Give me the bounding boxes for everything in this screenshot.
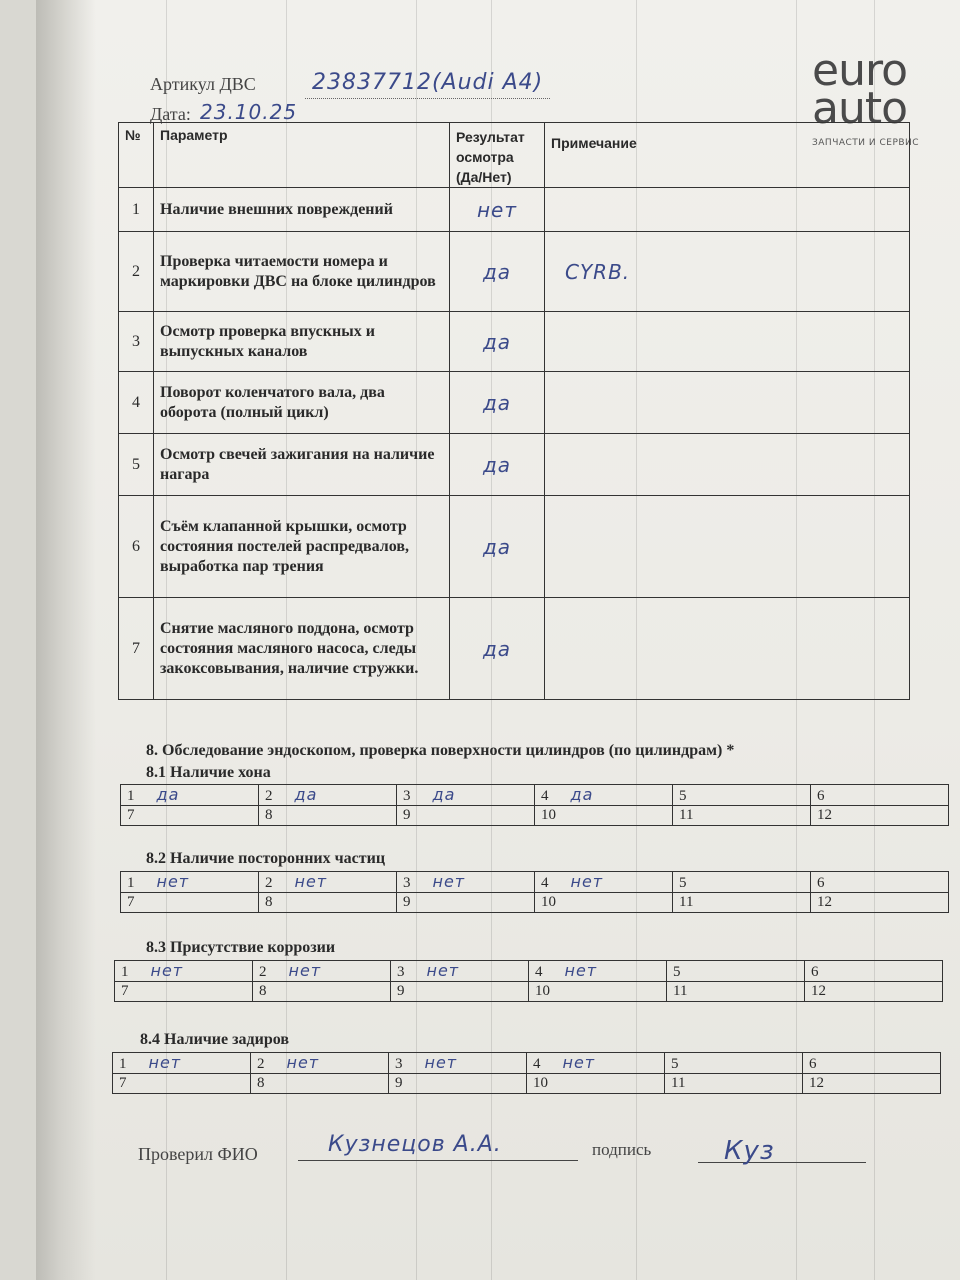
grid-cell	[397, 872, 535, 893]
article-value: 23837712(Audi A4)	[312, 70, 544, 95]
grid-cell	[535, 806, 673, 826]
cell-number: 1	[121, 964, 129, 980]
row-param: Снятие масляного поддона, осмотр состояния масляного насоса, следы закоксовывания, наличие стружки.	[154, 598, 450, 700]
article-label: Артикул ДВС	[150, 74, 256, 94]
grid-cell	[121, 893, 259, 913]
cell-number: 10	[533, 1075, 548, 1091]
cell-number: 7	[127, 807, 135, 823]
row-num: 6	[119, 496, 154, 598]
grid-row	[121, 785, 949, 806]
cell-number: 7	[127, 894, 135, 910]
cell-number: 11	[679, 807, 694, 823]
cell-handwritten-value: нет	[570, 872, 604, 891]
cell-number: 4	[535, 964, 543, 980]
grid-cell	[397, 806, 535, 826]
grid-cell	[391, 961, 529, 982]
inspection-table	[118, 122, 910, 700]
table-cell	[450, 434, 545, 496]
grid-cell	[253, 982, 391, 1002]
cell-number: 1	[127, 788, 135, 804]
grid-cell	[251, 1074, 389, 1094]
section-8-3-grid	[114, 960, 943, 1002]
date-value: 23.10.25	[200, 100, 298, 124]
cell-number: 3	[403, 788, 411, 804]
grid-cell	[259, 785, 397, 806]
logo-tagline: ЗАПЧАСТИ И СЕРВИС	[812, 138, 920, 148]
grid-cell	[253, 961, 391, 982]
cell-handwritten-value: нет	[150, 961, 184, 980]
table-cell	[450, 372, 545, 434]
cell-number: 5	[671, 1056, 679, 1072]
grid-cell	[665, 1053, 803, 1074]
grid-row	[115, 961, 943, 982]
table-cell	[545, 598, 910, 700]
table-row	[119, 372, 910, 434]
cell-number: 2	[257, 1056, 265, 1072]
grid-cell	[113, 1053, 251, 1074]
row-result: да	[482, 329, 512, 354]
row-result: да	[482, 534, 512, 559]
cell-number: 9	[403, 807, 411, 823]
row-num: 7	[119, 598, 154, 700]
cell-number: 11	[671, 1075, 686, 1091]
grid-cell	[665, 1074, 803, 1094]
grid-cell	[115, 961, 253, 982]
grid-cell	[535, 785, 673, 806]
grid-cell	[805, 961, 943, 982]
grid-cell	[527, 1053, 665, 1074]
grid-cell	[535, 872, 673, 893]
grid-cell	[673, 785, 811, 806]
logo-word-auto: auto	[812, 83, 908, 134]
signature-value: Куз	[724, 1136, 775, 1166]
grid-row	[121, 872, 949, 893]
col-header-num: №	[119, 123, 154, 188]
cell-number: 10	[541, 807, 556, 823]
row-param: Поворот коленчатого вала, два оборота (полный цикл)	[154, 372, 450, 434]
cell-number: 1	[119, 1056, 127, 1072]
grid-cell	[389, 1053, 527, 1074]
table-cell	[545, 434, 910, 496]
cell-number: 6	[817, 875, 825, 891]
grid-cell	[121, 872, 259, 893]
grid-cell	[673, 872, 811, 893]
table-row	[119, 232, 910, 312]
cell-number: 1	[127, 875, 135, 891]
grid-cell	[803, 1074, 941, 1094]
row-result: да	[482, 259, 512, 284]
article-underline	[305, 98, 550, 99]
logo-word-euro: euro	[812, 45, 907, 96]
table-cell	[450, 232, 545, 312]
cell-number: 5	[673, 964, 681, 980]
cell-number: 5	[679, 788, 687, 804]
grid-row	[121, 806, 949, 826]
cell-number: 10	[541, 894, 556, 910]
cell-number: 6	[809, 1056, 817, 1072]
table-cell	[450, 312, 545, 372]
grid-cell	[805, 982, 943, 1002]
cell-handwritten-value: нет	[148, 1053, 182, 1072]
cell-number: 9	[397, 983, 405, 999]
section-8-title: 8. Обследование эндоскопом, проверка поверхности цилиндров (по цилиндрам) *	[146, 742, 735, 759]
table-cell	[545, 312, 910, 372]
grid-cell	[259, 806, 397, 826]
row-result: да	[482, 390, 512, 415]
cell-number: 7	[121, 983, 129, 999]
table-row	[119, 188, 910, 232]
grid-cell	[527, 1074, 665, 1094]
paper-edge-shadow	[36, 0, 96, 1280]
cell-number: 2	[265, 875, 273, 891]
cell-number: 9	[403, 894, 411, 910]
section-8-1-grid	[120, 784, 949, 826]
table-row	[119, 496, 910, 598]
cell-number: 12	[811, 983, 826, 999]
grid-cell	[667, 961, 805, 982]
grid-cell	[803, 1053, 941, 1074]
row-result: да	[482, 636, 512, 661]
section-8-4-title: 8.4 Наличие задиров	[140, 1031, 290, 1048]
col-header-result: Результат осмотра (Да/Нет)	[450, 123, 545, 188]
table-row	[119, 598, 910, 700]
table-cell	[545, 372, 910, 434]
checked-by-value: Кузнецов А.А.	[328, 1132, 502, 1157]
section-8-1-title: 8.1 Наличие хона	[146, 764, 271, 781]
section-8-3-title: 8.3 Присутствие коррозии	[146, 939, 336, 956]
table-cell	[545, 496, 910, 598]
grid-cell	[397, 785, 535, 806]
cell-number: 4	[541, 875, 549, 891]
cell-handwritten-value: да	[570, 785, 594, 804]
table-cell	[450, 598, 545, 700]
grid-row	[113, 1053, 941, 1074]
cell-handwritten-value: нет	[562, 1053, 596, 1072]
row-param: Проверка читаемости номера и маркировки ДВС на блоке цилиндров	[154, 232, 450, 312]
cell-number: 9	[395, 1075, 403, 1091]
grid-cell	[251, 1053, 389, 1074]
row-num: 5	[119, 434, 154, 496]
cell-handwritten-value: нет	[426, 961, 460, 980]
cell-number: 8	[257, 1075, 265, 1091]
cell-handwritten-value: нет	[286, 1053, 320, 1072]
row-param: Наличие внешних повреждений	[154, 188, 450, 232]
grid-row	[115, 982, 943, 1002]
cell-handwritten-value: нет	[288, 961, 322, 980]
grid-cell	[811, 872, 949, 893]
cell-number: 12	[817, 807, 832, 823]
table-cell	[545, 188, 910, 232]
cell-number: 7	[119, 1075, 127, 1091]
cell-number: 12	[817, 894, 832, 910]
cell-number: 2	[259, 964, 267, 980]
cell-handwritten-value: нет	[424, 1053, 458, 1072]
grid-cell	[259, 893, 397, 913]
row-result: да	[482, 452, 512, 477]
grid-cell	[115, 982, 253, 1002]
signature-label: подпись	[592, 1140, 652, 1159]
cell-number: 8	[265, 807, 273, 823]
section-8-2-grid	[120, 871, 949, 913]
cell-number: 10	[535, 983, 550, 999]
date-label: Дата:	[150, 104, 191, 124]
table-row	[119, 312, 910, 372]
row-result: нет	[476, 197, 518, 222]
cell-number: 6	[811, 964, 819, 980]
grid-row	[113, 1074, 941, 1094]
row-note: CYRB.	[565, 259, 631, 284]
cell-number: 11	[679, 894, 694, 910]
grid-cell	[811, 806, 949, 826]
grid-cell	[667, 982, 805, 1002]
table-header-row	[119, 123, 910, 188]
cell-handwritten-value: нет	[294, 872, 328, 891]
cell-number: 2	[265, 788, 273, 804]
grid-cell	[389, 1074, 527, 1094]
row-param: Съём клапанной крышки, осмотр состояния постелей распредвалов, выработка пар трения	[154, 496, 450, 598]
cell-handwritten-value: да	[156, 785, 180, 804]
cell-number: 6	[817, 788, 825, 804]
table-cell	[545, 232, 910, 312]
row-num: 3	[119, 312, 154, 372]
grid-cell	[391, 982, 529, 1002]
cell-handwritten-value: да	[432, 785, 456, 804]
cell-number: 3	[395, 1056, 403, 1072]
cell-number: 3	[397, 964, 405, 980]
row-num: 1	[119, 188, 154, 232]
grid-cell	[673, 806, 811, 826]
cell-number: 4	[533, 1056, 541, 1072]
cell-number: 3	[403, 875, 411, 891]
checked-by-label: Проверил ФИО	[138, 1144, 258, 1164]
cell-number: 8	[265, 894, 273, 910]
col-header-param: Параметр	[154, 123, 450, 188]
grid-cell	[113, 1074, 251, 1094]
row-param: Осмотр проверка впускных и выпускных каналов	[154, 312, 450, 372]
grid-cell	[121, 806, 259, 826]
cell-number: 4	[541, 788, 549, 804]
grid-cell	[397, 893, 535, 913]
table-cell	[450, 496, 545, 598]
col-header-note: Примечание	[545, 123, 910, 188]
section-8-2-title: 8.2 Наличие посторонних частиц	[146, 850, 386, 867]
row-num: 2	[119, 232, 154, 312]
cell-number: 12	[809, 1075, 824, 1091]
row-param: Осмотр свечей зажигания на наличие нагара	[154, 434, 450, 496]
cell-handwritten-value: да	[294, 785, 318, 804]
cell-handwritten-value: нет	[156, 872, 190, 891]
grid-cell	[529, 982, 667, 1002]
grid-cell	[259, 872, 397, 893]
cell-number: 5	[679, 875, 687, 891]
table-row	[119, 434, 910, 496]
cell-handwritten-value: нет	[564, 961, 598, 980]
grid-cell	[535, 893, 673, 913]
grid-cell	[121, 785, 259, 806]
table-cell	[450, 188, 545, 232]
row-num: 4	[119, 372, 154, 434]
cell-handwritten-value: нет	[432, 872, 466, 891]
grid-cell	[673, 893, 811, 913]
grid-row	[121, 893, 949, 913]
checked-by-line	[298, 1160, 578, 1161]
cell-number: 8	[259, 983, 267, 999]
grid-cell	[811, 893, 949, 913]
section-8-4-grid	[112, 1052, 941, 1094]
grid-cell	[811, 785, 949, 806]
cell-number: 11	[673, 983, 688, 999]
grid-cell	[529, 961, 667, 982]
